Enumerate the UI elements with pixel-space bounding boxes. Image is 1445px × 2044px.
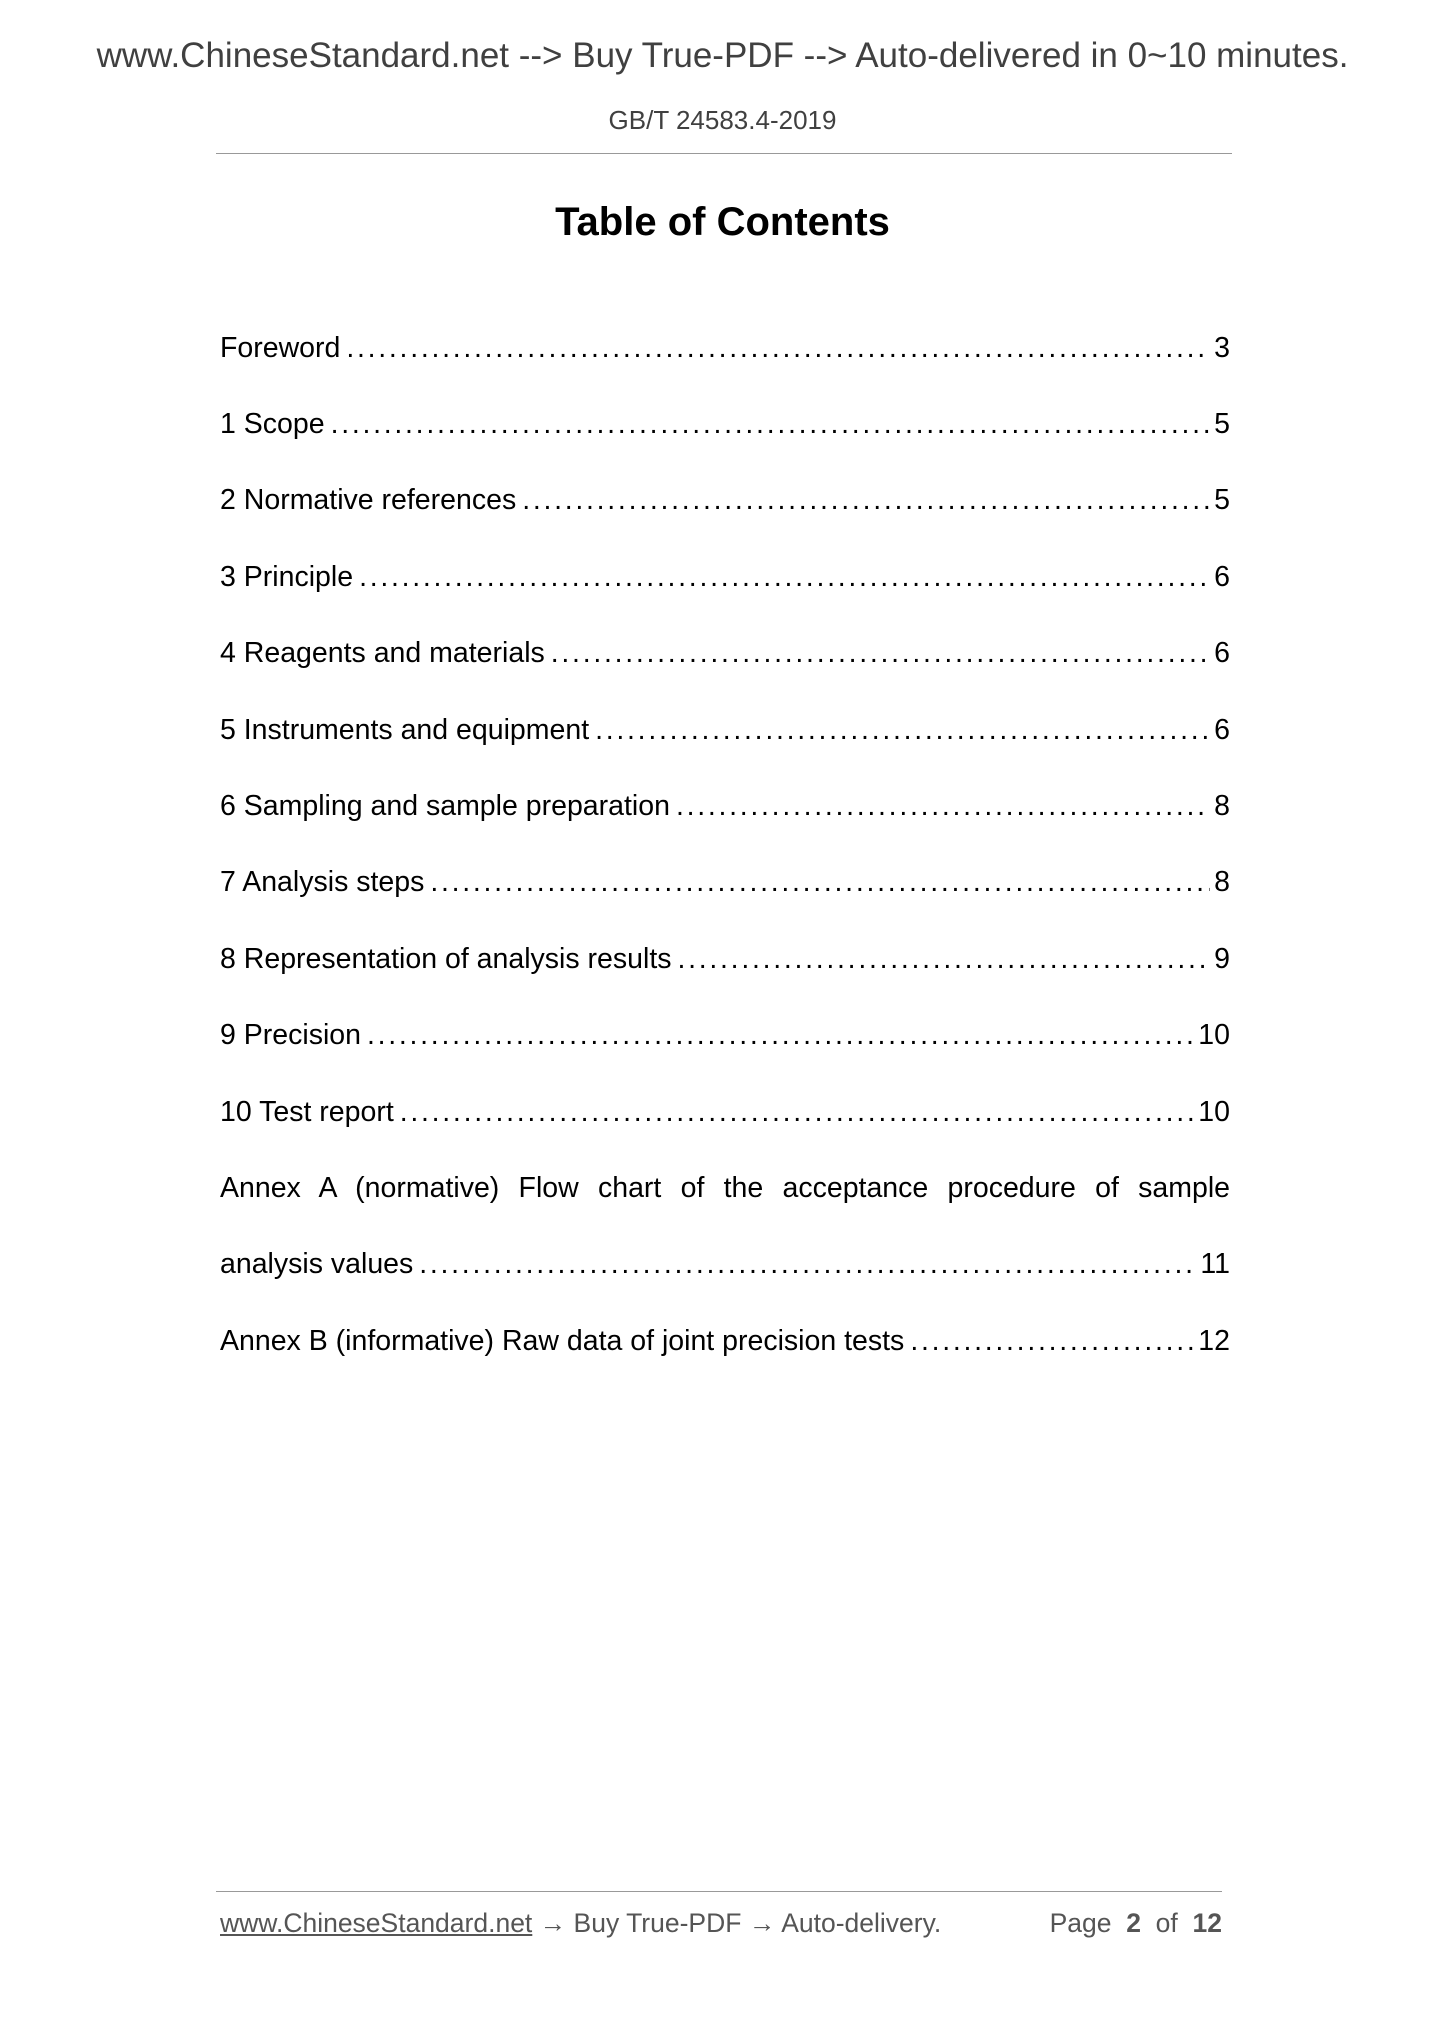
- toc-entry-instruments[interactable]: [220, 692, 1230, 768]
- toc-entry-label: 7 Analysis steps: [220, 866, 425, 899]
- toc-entry-label: 1 Scope: [220, 408, 325, 441]
- toc-entry-label: Annex A (normative) Flow chart of the acceptance procedure of sample: [220, 1171, 1230, 1204]
- toc-entry-page: 5: [1214, 408, 1230, 441]
- toc-entry-scope[interactable]: [220, 386, 1230, 462]
- arrow-right-icon: →: [539, 1908, 567, 1938]
- toc-entry-page: 12: [1198, 1324, 1230, 1357]
- table-of-contents: [220, 310, 1230, 1379]
- toc-dot-leader: [346, 332, 1210, 365]
- toc-entry-annex-b[interactable]: [220, 1303, 1230, 1379]
- toc-entry-principle[interactable]: [220, 539, 1230, 615]
- toc-entry-annex-a[interactable]: [220, 1227, 1230, 1303]
- page-indicator: [1050, 1908, 1222, 1939]
- toc-entry-page: 6: [1214, 560, 1230, 593]
- toc-entry-annex-a-line1[interactable]: [220, 1150, 1230, 1226]
- toc-entry-page: 6: [1214, 713, 1230, 746]
- toc-dot-leader: [419, 1248, 1196, 1281]
- toc-entry-label: 4 Reagents and materials: [220, 637, 545, 670]
- toc-dot-leader: [678, 943, 1211, 976]
- toc-entry-label: 3 Principle: [220, 560, 354, 593]
- toc-entry-page: 6: [1214, 637, 1230, 670]
- footer-divider: [216, 1891, 1222, 1892]
- toc-title: Table of Contents: [555, 200, 890, 244]
- footer-delivery-text: Auto-delivery.: [781, 1908, 942, 1938]
- footer-promo: [220, 1908, 941, 1939]
- page-total: 12: [1192, 1908, 1222, 1938]
- standard-code: GB/T 24583.4-2019: [608, 105, 837, 135]
- of-word: of: [1155, 1908, 1178, 1938]
- toc-dot-leader: [331, 408, 1211, 441]
- toc-entry-normative-references[interactable]: [220, 463, 1230, 539]
- toc-entry-foreword[interactable]: [220, 310, 1230, 386]
- toc-entry-label: 8 Representation of analysis results: [220, 942, 672, 975]
- toc-entry-page: 8: [1214, 866, 1230, 899]
- toc-entry-page: 10: [1198, 1095, 1230, 1128]
- toc-entry-label: Annex B (informative) Raw data of joint precision tests: [220, 1324, 905, 1357]
- toc-entry-sampling[interactable]: [220, 768, 1230, 844]
- toc-entry-page: 9: [1214, 942, 1230, 975]
- toc-entry-label: 9 Precision: [220, 1019, 361, 1052]
- toc-entry-label: Foreword: [220, 331, 341, 364]
- toc-dot-leader: [367, 1019, 1194, 1052]
- toc-dot-leader: [910, 1325, 1194, 1358]
- toc-entry-label: 10 Test report: [220, 1095, 394, 1128]
- toc-entry-page: 10: [1198, 1019, 1230, 1052]
- toc-dot-leader: [359, 561, 1210, 594]
- toc-entry-page: 3: [1214, 331, 1230, 364]
- toc-entry-label: 5 Instruments and equipment: [220, 713, 590, 746]
- page-word: Page: [1049, 1908, 1112, 1938]
- header-banner: www.ChineseStandard.net --> Buy True-PDF --> Auto-delivered in 0~10 minutes.: [96, 36, 1349, 75]
- toc-entry-representation[interactable]: [220, 921, 1230, 997]
- arrow-right-icon: →: [748, 1908, 776, 1938]
- toc-dot-leader: [522, 484, 1210, 517]
- toc-entry-page: 5: [1214, 484, 1230, 517]
- toc-entry-test-report[interactable]: [220, 1074, 1230, 1150]
- toc-entry-analysis-steps[interactable]: [220, 845, 1230, 921]
- toc-entry-page: 11: [1200, 1248, 1230, 1281]
- toc-entry-label: 6 Sampling and sample preparation: [220, 790, 670, 823]
- toc-dot-leader: [551, 637, 1210, 670]
- toc-entry-reagents[interactable]: [220, 616, 1230, 692]
- toc-dot-leader: [400, 1096, 1195, 1129]
- toc-entry-label: 2 Normative references: [220, 484, 517, 517]
- toc-dot-leader: [430, 866, 1210, 899]
- toc-dot-leader: [676, 790, 1210, 823]
- toc-entry-page: 8: [1214, 790, 1230, 823]
- toc-entry-precision[interactable]: [220, 998, 1230, 1074]
- footer-site-link[interactable]: www.ChineseStandard.net: [220, 1908, 533, 1938]
- page-current: 2: [1126, 1908, 1141, 1938]
- toc-dot-leader: [595, 714, 1210, 747]
- footer-buy-text: Buy True-PDF: [573, 1908, 742, 1938]
- header-divider: [216, 153, 1232, 154]
- toc-entry-label: analysis values: [220, 1248, 414, 1281]
